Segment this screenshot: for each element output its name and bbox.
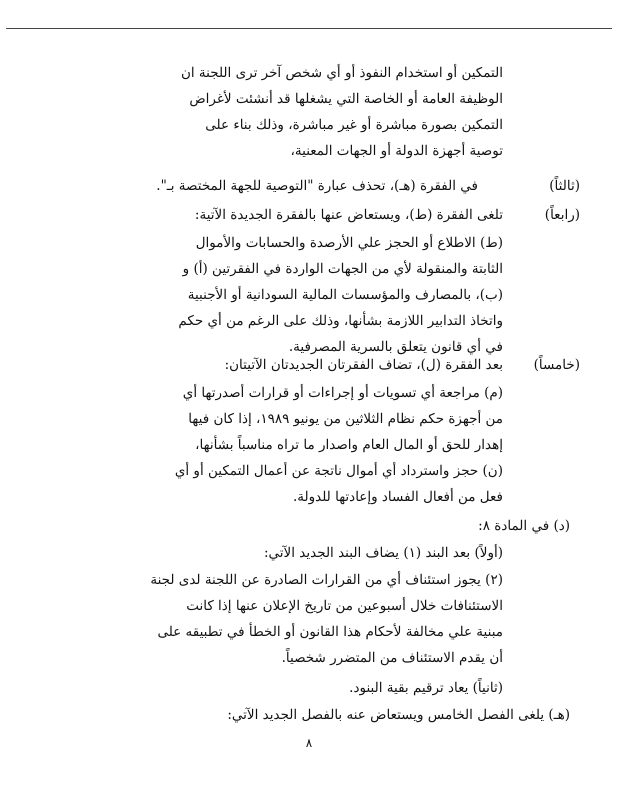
header-divider bbox=[6, 28, 612, 29]
section-h-text: (هـ) يلغى الفصل الخامس ويستعاض عنه بالفصل الجديد الآتي: bbox=[227, 707, 570, 723]
clause-fourth-body bbox=[91, 230, 503, 360]
clause-fourth-line: (ب)، بالمصارف والمؤسسات المالية السودانية أو الأجنبية bbox=[187, 287, 503, 303]
section-d-clause-line: الاستئنافات خلال أسبوعين من تاريخ الإعلان عنها إذا كانت bbox=[186, 598, 503, 614]
clause-fourth-intro: تلغى الفقرة (ط)، ويستعاض عنها بالفقرة الجديدة الآتية: bbox=[194, 207, 503, 223]
clause-fourth-line: واتخاذ التدابير اللازمة بشأنها، وذلك على الرغم من أي حكم bbox=[178, 313, 503, 329]
clause-marker-fourth: (رابعاً) bbox=[544, 207, 580, 223]
clause-fifth-line: فعل من أفعال الفساد وإعادتها للدولة. bbox=[292, 489, 503, 505]
clause-marker-fifth: (خامساً) bbox=[533, 357, 580, 373]
clause-fifth-line: من أجهزة حكم نظام الثلاثين من يونيو ١٩٨٩، إذا كان فيها bbox=[188, 411, 503, 427]
clause-fifth-line: (ن) حجز واسترداد أي أموال ناتجة عن أعمال التمكين أو أي bbox=[174, 463, 503, 479]
clause-fifth-line: إهدار للحق أو المال العام واصدار ما تراه مناسباً بشأنها، bbox=[195, 437, 503, 453]
clause-fifth-intro: بعد الفقرة (ل)، تضاف الفقرتان الجديدتان الآتيتان: bbox=[224, 357, 503, 373]
section-d-title: (د) في المادة ٨: bbox=[478, 518, 570, 534]
intro-line: التمكين بصورة مباشرة أو غير مباشرة، وذلك بناء على bbox=[205, 117, 503, 133]
intro-line: التمكين أو استخدام النفوذ أو أي شخص آخر ترى اللجنة ان bbox=[180, 65, 503, 81]
page-number: ٨ bbox=[305, 736, 313, 750]
clause-fourth-line: في أي قانون يتعلق بالسرية المصرفية. bbox=[288, 339, 503, 355]
intro-line: الوظيفة العامة أو الخاصة التي يشغلها قد أنشئت لأغراض bbox=[189, 91, 503, 107]
clause-fourth-line: الثابتة والمنقولة لأي من الجهات الواردة في الفقرتين (أ) و bbox=[182, 261, 503, 277]
section-d-clause-line: مبنية علي مخالفة لأحكام هذا القانون أو الخطأ في تطبيقه على bbox=[157, 624, 503, 640]
section-d-clause bbox=[91, 567, 503, 671]
clause-marker-third: (ثالثاً) bbox=[549, 178, 580, 194]
section-d-clause-line: أن يقدم الاستئناف من المتضرر شخصياً. bbox=[281, 650, 503, 666]
clause-third-text: في الفقرة (هـ)، تحذف عبارة "التوصية للجهة المختصة بـ". bbox=[156, 178, 478, 194]
section-d-clause-line: (٢) يجوز استئناف أي من القرارات الصادرة عن اللجنة لدى لجنة bbox=[150, 572, 503, 588]
clause-fifth-line: (م) مراجعة أي تسويات أو إجراءات أو قرارات أصدرتها أي bbox=[182, 385, 503, 401]
intro-line: توصية أجهزة الدولة أو الجهات المعنية، bbox=[290, 143, 503, 159]
clause-fifth-body bbox=[91, 380, 503, 510]
clause-fourth-line: (ط) الاطلاع أو الحجز علي الأرصدة والحسابات والأموال bbox=[195, 235, 503, 251]
section-d-first-item: (أولاً) بعد البند (١) يضاف البند الجديد الآتي: bbox=[264, 545, 503, 561]
intro-paragraph bbox=[91, 60, 503, 164]
section-d-second-item: (ثانياً) يعاد ترقيم بقية البنود. bbox=[349, 680, 503, 696]
